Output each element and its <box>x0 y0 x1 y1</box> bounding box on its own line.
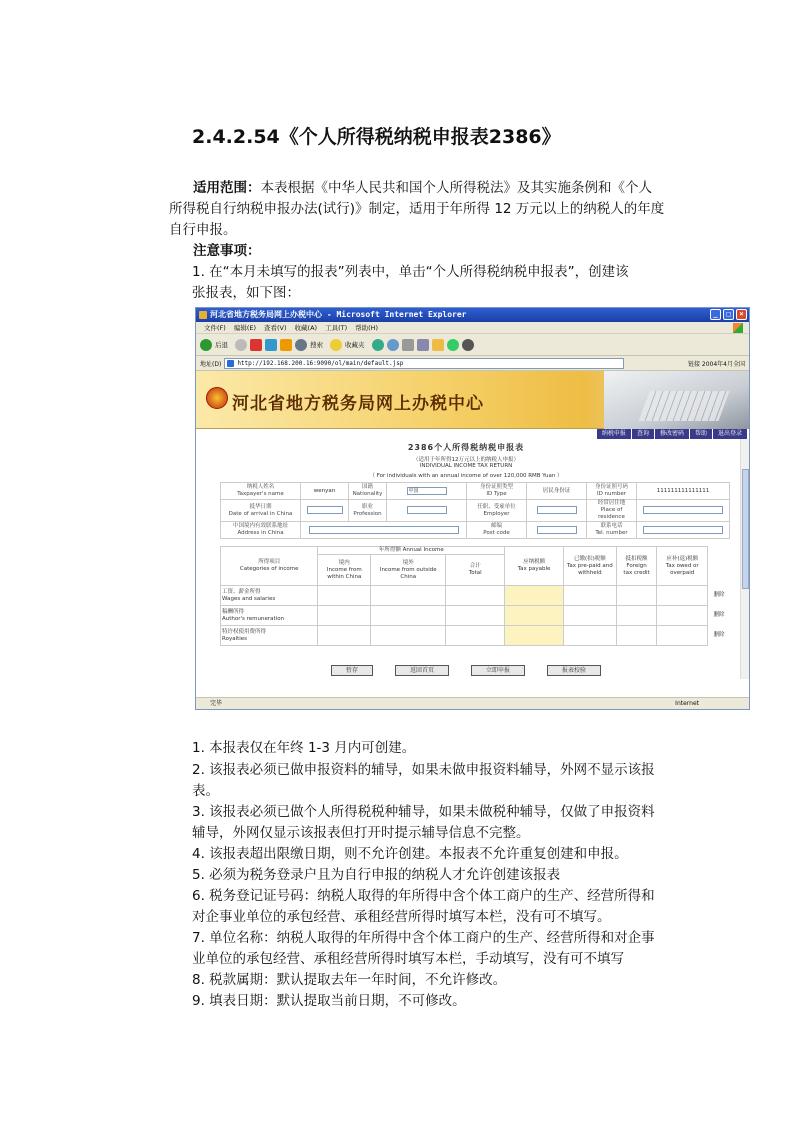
form-subtitle-en: INDIVIDUAL INCOME TAX RETURN <box>419 463 513 469</box>
label-idtype-en: ID Type <box>486 491 507 497</box>
hdr-owed-cn: 应补(退)税额 <box>666 555 699 562</box>
mail-icon[interactable] <box>387 339 399 351</box>
nav-tax-declare[interactable]: 纳税申报 <box>597 429 631 439</box>
search-icon[interactable] <box>295 339 307 351</box>
hdr-prepaid-cn: 已缴(扣)税额 <box>573 555 606 562</box>
employer-input[interactable] <box>537 506 577 514</box>
step1-line-a: 1. 在“本月未填写的报表”列表中，单击“个人所得税纳税申报表”，创建该 <box>192 264 629 280</box>
label-name-en: Taxpayer's name <box>237 491 284 497</box>
residence-input[interactable] <box>643 506 723 514</box>
label-nationality-cn: 国籍 <box>361 484 373 490</box>
label-employer-en: Employer <box>483 510 510 517</box>
note-9: 9. 填表日期：默认提取当前日期，不可修改。 <box>192 993 466 1009</box>
label-postcode-en: Post code <box>483 530 510 536</box>
address-bar <box>196 356 749 371</box>
site-banner <box>196 371 749 429</box>
note-1: 1. 本报表仅在年终 1-3 月内可创建。 <box>192 740 416 756</box>
label-residence-cn: 经常居住地 <box>597 500 626 506</box>
income-row-cn: 稿酬所得 <box>222 608 245 615</box>
note-6-b: 对企事业单位的承包经营、承租经营所得时填写本栏，没有可不填写。 <box>192 909 611 925</box>
tax-form <box>196 439 749 679</box>
label-postcode-cn: 邮编 <box>490 523 502 529</box>
hdr-payable-cn: 应纳税额 <box>523 559 546 565</box>
hdr-credit-en-2: tax credit <box>623 569 650 576</box>
address-input[interactable]: http://192.168.200.16:9090/ol/main/default.jsp <box>224 358 624 369</box>
label-name-cn: 纳税人姓名 <box>246 484 275 490</box>
ie-icon <box>199 311 207 319</box>
window-title: 河北省地方税务局网上办税中心 - Microsoft Internet Explorer <box>210 310 467 319</box>
hdr-abroad-cn: 境外 <box>402 559 414 566</box>
messenger-icon[interactable] <box>447 339 459 351</box>
delete-link[interactable]: 删除 <box>713 592 725 598</box>
nav-help[interactable]: 帮助 <box>690 429 712 439</box>
label-nationality-en: Nationality <box>352 491 383 497</box>
menu-view[interactable]: 查看(V) <box>264 324 287 332</box>
folder-icon[interactable] <box>432 339 444 351</box>
status-text: 完毕 <box>210 700 223 707</box>
minimize-icon[interactable]: _ <box>710 309 721 320</box>
hdr-total-en: Total <box>468 570 482 576</box>
label-tel-en: Tel. number <box>595 530 628 536</box>
links-label[interactable]: 链接 2004年4月全国 <box>688 360 745 368</box>
ie-window-screenshot <box>195 307 750 710</box>
hdr-item-en: Categories of income <box>239 566 299 572</box>
payable-cell[interactable] <box>505 606 564 626</box>
value-idtype[interactable]: 居民身份证 <box>527 483 587 500</box>
income-row-en: Author's remuneration <box>222 615 285 622</box>
nav-change-password[interactable]: 修改密码 <box>655 429 689 439</box>
scope-paragraph <box>169 178 681 241</box>
keyboard-image <box>604 371 749 429</box>
hdr-credit-cn: 抵扣税额 <box>625 555 648 562</box>
label-residence-en-1: Place of <box>600 507 623 513</box>
notes-label: 注意事项： <box>193 243 261 259</box>
doc-title: 2.4.2.54《个人所得税纳税申报表2386》 <box>192 126 561 148</box>
hdr-domestic-en-2: within China <box>327 573 362 580</box>
menu-help[interactable]: 帮助(H) <box>355 324 379 332</box>
address-china-input[interactable] <box>309 526 459 534</box>
form-title: 2386个人所得税纳税申报表 <box>407 443 525 452</box>
label-address-cn: 中国境内有效联系地址 <box>232 523 288 529</box>
favorites-label[interactable]: 收藏夹 <box>345 341 365 349</box>
tax-seal-icon <box>206 387 228 409</box>
hdr-credit-en-1: Foreign <box>626 562 647 569</box>
income-table <box>220 546 730 646</box>
hdr-domestic-cn: 境内 <box>338 559 350 566</box>
hdr-prepaid-en-2: withheld <box>578 569 602 576</box>
banner-title: 河北省地方税务局网上办税中心 <box>232 394 484 414</box>
label-profession-en: Profession <box>353 510 382 517</box>
stop-icon[interactable] <box>250 339 262 351</box>
back-icon[interactable] <box>200 339 212 351</box>
note-5: 5. 必须为税务登录户且为自行申报的纳税人才允许创建该报表 <box>192 867 561 883</box>
hdr-abroad-en-2: China <box>400 573 417 580</box>
edit-icon[interactable] <box>417 339 429 351</box>
toolbar <box>196 334 749 356</box>
nav-logout[interactable]: 退出登录 <box>713 429 747 439</box>
back-home-button[interactable]: 返回首页 <box>395 665 449 676</box>
postcode-input[interactable] <box>537 526 577 534</box>
hdr-total-cn: 合计 <box>469 563 481 569</box>
history-icon[interactable] <box>372 339 384 351</box>
tel-input[interactable] <box>643 526 723 534</box>
forward-icon[interactable] <box>235 339 247 351</box>
note-2-b: 表。 <box>192 783 219 799</box>
scope-label: 适用范围： <box>193 180 261 196</box>
save-draft-button[interactable]: 暂存 <box>331 665 373 676</box>
arrival-date-input[interactable] <box>307 506 343 514</box>
validate-button[interactable]: 报表校验 <box>547 665 601 676</box>
scrollbar[interactable] <box>740 439 749 679</box>
status-bar <box>196 697 749 709</box>
hdr-abroad-en-1: Income from outside <box>379 566 437 573</box>
label-idno-cn: 身份证照号码 <box>594 484 628 490</box>
hdr-owed-en-2: overpaid <box>670 569 695 576</box>
income-row-cn: 特许权使用费所得 <box>222 628 267 635</box>
internet-zone: Internet <box>675 700 699 707</box>
note-3-a: 3. 该报表必须已做个人所得税税种辅导，如果未做税种辅导，仅做了申报资料 <box>192 804 655 820</box>
step1-line-b: 张报表，如下图： <box>192 285 300 301</box>
form-button-row <box>196 665 736 676</box>
note-6-a: 6. 税务登记证号码：纳税人取得的年所得中含个体工商户的生产、经营所得和 <box>192 888 655 904</box>
profession-input[interactable] <box>407 506 447 514</box>
favorites-icon[interactable] <box>330 339 342 351</box>
nationality-select[interactable]: 中国 <box>407 487 447 495</box>
hdr-payable-en: Tax payable <box>517 566 551 572</box>
address-label: 地址(D) <box>200 360 222 368</box>
submit-button[interactable]: 立即申报 <box>471 665 525 676</box>
hdr-prepaid-en-1: Tax pre-paid and <box>566 562 613 569</box>
scope-text-1: 本表根据《中华人民共和国个人所得税法》及其实施条例和《个人 <box>260 180 652 196</box>
form-subtitle-note: （ For individuals with an annual income of over 120,000 RMB Yuan ） <box>369 473 563 479</box>
income-row-en: Wages and salaries <box>222 595 276 602</box>
value-idno[interactable]: 111111111111111 <box>637 483 730 500</box>
menu-favorites[interactable]: 收藏(A) <box>294 324 318 332</box>
maximize-icon[interactable]: □ <box>723 309 734 320</box>
close-icon[interactable]: × <box>736 309 747 320</box>
hdr-annual-income: 年所得额 Annual Income <box>318 547 505 555</box>
payable-cell[interactable] <box>505 626 564 646</box>
people-icon[interactable] <box>462 339 474 351</box>
label-residence-en-2: residence <box>598 514 625 520</box>
income-row-cn: 工资、薪金所得 <box>222 588 261 595</box>
search-label[interactable]: 搜索 <box>310 341 323 349</box>
note-2-a: 2. 该报表必须已做申报资料的辅导，如果未做申报资料辅导，外网不显示该报 <box>192 762 655 778</box>
label-profession-cn: 职业 <box>361 503 373 510</box>
menu-bar <box>196 322 749 334</box>
label-employer-cn: 任职、受雇单位 <box>477 503 516 510</box>
label-tel-cn: 联系电话 <box>600 523 623 529</box>
menu-tools[interactable]: 工具(T) <box>325 324 348 332</box>
label-arrival-en: Date of arrival in China <box>228 510 293 517</box>
note-4: 4. 该报表超出限缴日期，则不允许创建。本报表不允许重复创建和申报。 <box>192 846 628 862</box>
table-row <box>221 626 731 646</box>
table-row <box>221 606 731 626</box>
window-titlebar <box>196 308 749 322</box>
note-8: 8. 税款属期：默认提取去年一年时间，不允许修改。 <box>192 972 507 988</box>
note-7-b: 业单位的承包经营、承租经营所得时填写本栏，手动填写，没有可不填写 <box>192 951 624 967</box>
home-icon[interactable] <box>280 339 292 351</box>
form-subtitle-cn: （适用于年所得12万元以上的纳税人申报） <box>413 457 519 463</box>
notes-heading <box>169 241 681 262</box>
payable-cell[interactable] <box>505 586 564 606</box>
menu-edit[interactable]: 编辑(E) <box>233 324 256 332</box>
back-label[interactable]: 后退 <box>215 341 228 349</box>
table-row <box>221 586 731 606</box>
label-idtype-cn: 身份证照类型 <box>479 484 513 490</box>
income-row-en: Royalties <box>222 635 248 642</box>
nav-query[interactable]: 查询 <box>632 429 654 439</box>
windows-logo-icon <box>733 323 743 333</box>
value-name[interactable]: wenyan <box>301 483 349 500</box>
scope-text-2: 所得税自行纳税申报办法(试行)》制定，适用于年所得 12 万元以上的纳税人的年度 <box>169 201 665 217</box>
scope-text-3: 自行申报。 <box>169 222 237 238</box>
scrollbar-thumb[interactable] <box>742 469 749 589</box>
note-3-b: 辅导，外网仅显示该报表但打开时提示辅导信息不完整。 <box>192 825 530 841</box>
hdr-item-cn: 所得项目 <box>258 559 281 565</box>
label-idno-en: ID number <box>596 491 627 497</box>
label-arrival-cn: 抵华日期 <box>249 503 272 510</box>
menu-file[interactable]: 文件(F) <box>204 324 226 332</box>
site-nav <box>196 429 749 439</box>
refresh-icon[interactable] <box>265 339 277 351</box>
label-address-en: Address in China <box>237 530 284 536</box>
hdr-owed-en-1: Tax owed or <box>665 562 699 569</box>
hdr-domestic-en-1: Income from <box>326 566 362 573</box>
taxpayer-info-table <box>220 482 730 539</box>
note-7-a: 7. 单位名称：纳税人取得的年所得中含个体工商户的生产、经营所得和对企事 <box>192 930 655 946</box>
delete-link[interactable]: 删除 <box>713 612 725 618</box>
delete-link[interactable]: 删除 <box>713 632 725 638</box>
print-icon[interactable] <box>402 339 414 351</box>
